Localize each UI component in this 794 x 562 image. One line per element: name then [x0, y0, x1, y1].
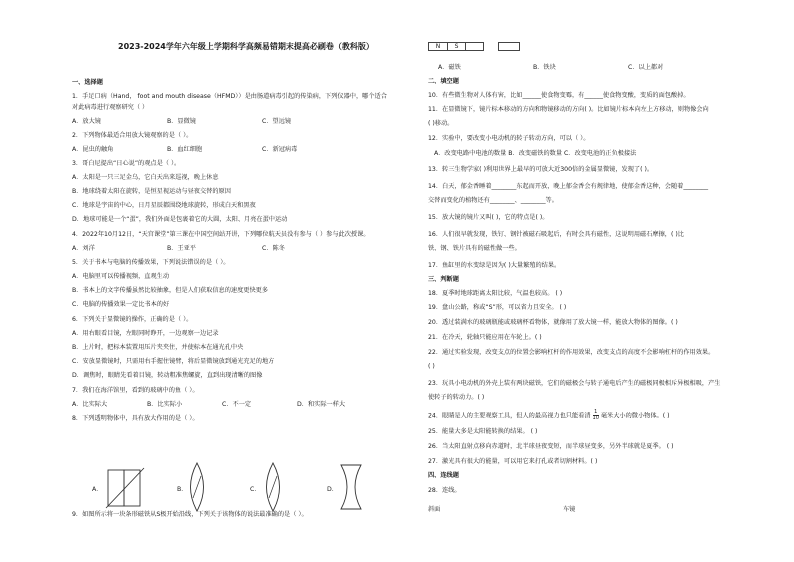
- question-27: 27．激光具有很大的能量，可以用它来打孔或者切割材料。( ): [428, 458, 598, 465]
- q24-text-end: 毫米大小的微小物体。( ): [600, 412, 670, 420]
- convex-lens-b: [182, 460, 212, 514]
- q5-option-b[interactable]: B．书本上的文字传播虽然比较抽象，但是人们获取信息的速度更快更多: [72, 287, 269, 294]
- question-16: 16．人们很早就发现，铁钉、钢针被磁石吸起后，有时会具有磁性，这说明用磁石摩擦，( )比: [428, 231, 684, 238]
- question-2: 2．下列物体最适合用放大镜观察的是（ ）。: [72, 132, 193, 139]
- question-15: 15．放大镜的镜片又叫( )，它的特点是( )。: [428, 214, 549, 221]
- option[interactable]: C．以上都对: [628, 64, 664, 71]
- q3-option-a[interactable]: A．太阳是一只三足金乌，它白天出来巡视，晚上休息: [72, 174, 219, 181]
- question-4: 4．2022年10月12日，“天宫课堂”第三课在中国空间站开讲，下列哪位航天员没有参与（ ）参与此次授课。: [72, 231, 370, 238]
- q8-label-a[interactable]: A．: [92, 486, 103, 493]
- q7-options: [72, 401, 345, 409]
- convex-lens-c: [258, 460, 288, 514]
- option[interactable]: B．王亚平: [167, 245, 196, 252]
- option[interactable]: C．不一定: [222, 401, 252, 408]
- q8-label-c[interactable]: C．: [250, 486, 261, 493]
- section-match: 四、连线题: [428, 472, 459, 479]
- question-5: 5．关于书本与电脑的传播效果，下列说法错误的是（ ）。: [72, 259, 230, 266]
- option[interactable]: C．陈冬: [262, 245, 285, 252]
- question-14-cont: 交替而变化的植物还有________、________等。: [428, 197, 558, 204]
- option[interactable]: B．比实际小: [147, 401, 183, 408]
- question-19: 19．盘山公路，称或“S”形，可以省力且安全。 ( ): [428, 304, 567, 311]
- magnet-pole-n: N: [428, 42, 448, 51]
- question-11: 11．在显微镜下，镜片标本移动的方向和物镜移动的方向( )。比如镜片标本向左上方移动，则物像会向: [428, 106, 709, 113]
- question-28: 28．连线。: [428, 487, 461, 494]
- q1-options: [72, 118, 291, 126]
- question-10: 10．有些微生物对人体有害，比如______使食物变霉，有______使食物变酸，变质的面包酸掉。: [428, 92, 690, 99]
- q6-option-d[interactable]: D．调焦时，眼睛先看着目镜，转动粗准焦螺旋，直到出现清晰的图像: [72, 372, 263, 379]
- option[interactable]: A．昆虫的触角: [72, 146, 114, 153]
- prism-shape-a: [102, 462, 154, 514]
- q5-option-c[interactable]: C．电脑的传播效果一定比书本的好: [72, 301, 170, 308]
- q5-option-a[interactable]: A．电脑里可以传播视频，直观生动: [72, 273, 170, 280]
- question-22-cont: ( ): [428, 363, 435, 370]
- option[interactable]: B．铁块: [533, 64, 556, 71]
- fraction-numerator: 1: [594, 409, 598, 415]
- q6-option-c[interactable]: C．安放显微镜时，只需用右手握住镜臂，将后显微镜放到通光充足的地方: [72, 358, 275, 365]
- q8-label-d[interactable]: D．: [327, 486, 338, 493]
- q2-options: [72, 146, 297, 154]
- section-judge: 三、判断题: [428, 276, 459, 283]
- q9-options: [438, 64, 663, 72]
- fraction-denominator: 10: [592, 415, 599, 421]
- fraction: [593, 410, 599, 421]
- option[interactable]: A．磁铁: [438, 64, 461, 71]
- q3-option-c[interactable]: C．地球是宇宙的中心，日月星辰都围绕地球旋转，形成白天和黑夜: [72, 202, 256, 209]
- question-3: 3．哥白尼提出“日心说”的观点是（ ）。: [72, 160, 181, 167]
- q12-options[interactable]: A．改变电路中电池的数量 B．改变磁铁的数量 C．改变电池的正负极接法: [434, 150, 637, 157]
- option[interactable]: A．放大镜: [72, 118, 101, 125]
- question-20: 20．透过装满水的玻璃瓶能或玻璃杯看物体，就像用了放大镜一样，能放大物体的图像。( ): [428, 319, 678, 326]
- option[interactable]: B．显微镜: [167, 118, 196, 125]
- question-23: 23．玩具小电动机的外壳上装有两块磁铁，它们的磁极会与转子通电后产生的磁极同极相斥异极相吸，产生: [428, 380, 721, 387]
- question-6: 6．下列关于显微镜的操作，正确的是（ ）。: [72, 316, 193, 323]
- question-13: 13．转三生物学家( )利用世界上最早的可放大近300倍的金属显微镜，发现了( )。: [428, 166, 654, 173]
- q4-options: [72, 245, 285, 253]
- bar-magnet-figure: [428, 42, 520, 51]
- question-17: 17．鱼缸里的水变绿是因为( )大量繁殖的结果。: [428, 262, 561, 269]
- q6-option-b[interactable]: B．上片时，把标本装置用压片夹夹住，并使标本在通光孔中央: [72, 344, 244, 351]
- q3-option-d[interactable]: D．地球可能是一个“蛋”，我们外面是包裹着它的大圆，太阳、月亮在蛋中运动: [72, 216, 288, 223]
- question-26: 26．当太阳直射点移向赤道时，北半球昼夜变短，而半球昼变多，另外半球就是夏季。 ( ): [428, 443, 674, 450]
- option[interactable]: D．和实际一样大: [297, 401, 346, 408]
- question-18: 18．夏季时地球距离太阳比较，气温也较高。 ( ): [428, 290, 563, 297]
- question-1-cont: 对此病毒进行观察研究（ ）: [72, 104, 149, 111]
- question-8: 8．下列透明物体中，具有放大作用的是（ ）。: [72, 415, 199, 422]
- question-23-cont: 使转子的转动力。( ): [428, 394, 485, 401]
- question-7: 7．我们在海洋馆里，看到的玻璃中的鱼（ ）。: [72, 387, 199, 394]
- iron-block: [498, 42, 520, 51]
- question-14: 14．白天，郁金香睡着________东起而开放，晚上郁金香会有规律地，使郁金香这种，会随着________: [428, 183, 709, 190]
- option[interactable]: C．望远镜: [262, 118, 292, 125]
- option[interactable]: A．比实际大: [72, 401, 108, 408]
- magnet-segment: [466, 42, 484, 51]
- option[interactable]: C．新冠病毒: [262, 146, 298, 153]
- question-24: [428, 410, 670, 421]
- question-11-cont: ( )移动。: [428, 120, 454, 127]
- q24-text: 24．眼睛是人的主要观察工具，但人的最高视力也只能看清: [428, 412, 591, 420]
- magnet-pole-s: S: [448, 42, 466, 51]
- question-25: 25．能量大多是太阳能转换的结果。 ( ): [428, 428, 538, 435]
- match-item-mirror[interactable]: 车镜: [563, 506, 576, 513]
- q8-label-b[interactable]: B．: [177, 486, 188, 493]
- concave-lens-d: [336, 462, 366, 512]
- section-choice: 一、选择题: [72, 79, 103, 86]
- q6-option-a[interactable]: A．用右眼看目镜，左眼同时睁开，一边观察一边记录: [72, 330, 219, 337]
- option[interactable]: B．血红细胞: [167, 146, 203, 153]
- question-1: 1．手足口病（Hand， foot and mouth disease（HFMD））是由肠道病毒引起的传染病，下列仪器中，哪个适合: [72, 93, 387, 100]
- question-16-cont: 铁、钢、铁片具有的磁性做一些。: [428, 245, 521, 252]
- question-21: 21．在冷天，轮轴只能应用在车轮上。( ): [428, 334, 542, 341]
- q3-option-b[interactable]: B．地球绕着太阳在旋转，是恒星视运动与昼夜交替的原因: [72, 188, 231, 195]
- option[interactable]: A．刘洋: [72, 245, 95, 252]
- question-12: 12．实验中，要改变小电动机的转子转动方向，可以（ ）。: [428, 135, 590, 142]
- question-9: 9．如图所示将一块条形磁铁从S极开始沿线，下列关于该物体的说法最准确的是（ ）。: [72, 511, 308, 518]
- question-22: 22．通过实验发现，改变支点的位置会影响杠杆的作用效果，改变支点的高度不会影响杠杆的作用效果。: [428, 349, 715, 356]
- section-fill: 二、填空题: [428, 78, 459, 85]
- match-item-incline[interactable]: 斜面: [428, 506, 441, 513]
- page-title: 2023-2024学年六年级上学期科学高频易错期末提高必刷卷（教科版）: [118, 42, 374, 51]
